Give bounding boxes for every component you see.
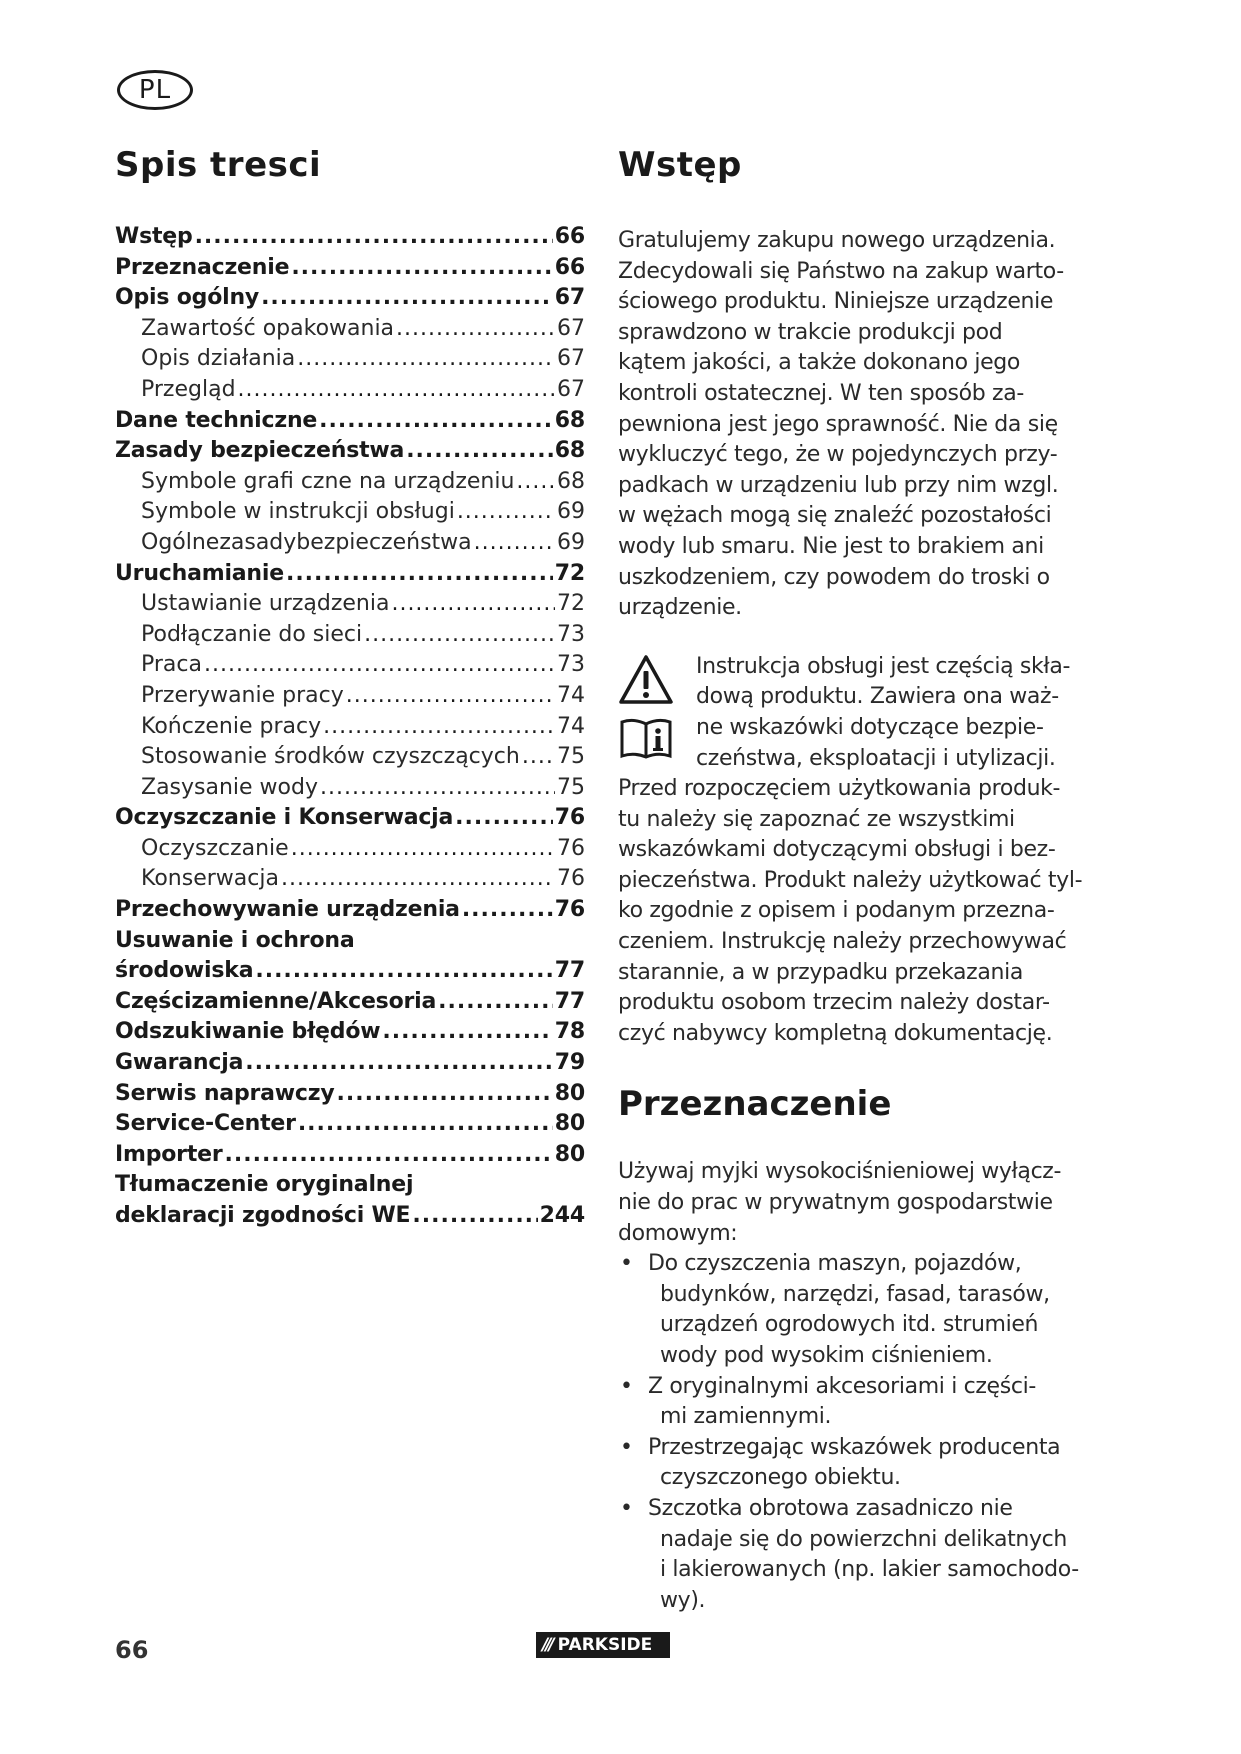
- toc-entry: [115, 773, 585, 804]
- toc-entry-title: Przegląd: [141, 376, 236, 402]
- toc-entry: [115, 620, 585, 651]
- bullet-dot: •: [620, 1373, 633, 1399]
- toc-entry: [115, 834, 585, 865]
- toc-entry-title: Usuwanie i ochrona: [115, 927, 355, 953]
- bullet-item: [618, 1249, 1098, 1371]
- text-line: dową produktu. Zawiera ona waż-: [696, 684, 1059, 710]
- bullet-line: czyszczonego obiektu.: [660, 1465, 901, 1491]
- toc-entry-page: 80: [554, 1141, 585, 1167]
- toc-entry-page: 76: [554, 897, 585, 923]
- toc-entry-page: 67: [557, 315, 585, 341]
- toc-entry-page: 69: [557, 529, 585, 555]
- toc-entry-title: Symbole w instrukcji obsługi: [141, 499, 455, 525]
- toc-leader-dots: [297, 344, 555, 375]
- toc-entry-page: 80: [554, 1080, 585, 1106]
- toc-entry-page: 79: [554, 1050, 585, 1076]
- toc-entry-page: 75: [557, 774, 585, 800]
- purpose-bullet-list: [618, 1249, 1098, 1616]
- bullet-line: i lakierowanych (np. lakier samochodo-: [660, 1557, 1079, 1583]
- toc-entry-title: Ogólnezasadybezpieczeństwa: [141, 529, 472, 555]
- table-of-contents: [115, 140, 585, 1232]
- warning-triangle-icon: [618, 654, 674, 706]
- text-line: urządzenie.: [618, 595, 742, 621]
- text-line: Instrukcja obsługi jest częścią skła-: [696, 653, 1071, 679]
- notice-indented-text: [618, 652, 1098, 774]
- toc-entry: [115, 803, 585, 834]
- toc-leader-dots: [522, 742, 555, 773]
- bullet-line: urządzeń ogrodowych itd. strumień: [660, 1312, 1039, 1338]
- toc-entry-page: 74: [557, 713, 585, 739]
- toc-entry-page: 67: [557, 346, 585, 372]
- toc-entry-title: Częścizamienne/Akcesoria: [115, 988, 437, 1014]
- toc-entry-page: 66: [554, 254, 585, 280]
- text-line: czeniem. Instrukcję należy przechowywać: [618, 929, 1067, 955]
- toc-leader-dots: [516, 467, 555, 498]
- toc-entry-page: 68: [554, 407, 585, 433]
- toc-entry-title: Tłumaczenie oryginalnej: [115, 1172, 414, 1198]
- toc-leader-dots: [245, 1048, 553, 1079]
- toc-leader-dots: [323, 712, 555, 743]
- toc-entry-title: Kończenie pracy: [141, 713, 322, 739]
- text-line: Gratulujemy zakupu nowego urządzenia.: [618, 228, 1056, 253]
- toc-leader-dots: [291, 253, 552, 284]
- text-line: ściowego produktu. Niniejsze urządzenie: [618, 289, 1054, 315]
- bullet-line: Przestrzegając wskazówek producenta: [648, 1434, 1061, 1460]
- toc-entry-page: 73: [557, 652, 585, 678]
- toc-entry-title: Dane techniczne: [115, 407, 318, 433]
- text-line: pewniona jest jego sprawność. Nie da się: [618, 411, 1058, 437]
- toc-entry-title: Wstęp: [115, 224, 193, 249]
- text-line: w wężach mogą się znaleźć pozostałości: [618, 503, 1052, 529]
- bullet-dot: •: [620, 1495, 633, 1521]
- intro-paragraph: [618, 226, 1098, 624]
- toc-leader-dots: [396, 314, 555, 345]
- text-line: czyć nabywcy kompletną dokumentację.: [618, 1020, 1053, 1046]
- bullet-item: [618, 1494, 1098, 1616]
- toc-entry-page: 67: [554, 285, 585, 311]
- bullet-line: wody pod wysokim ciśnieniem.: [660, 1343, 993, 1368]
- toc-entry: [115, 589, 585, 620]
- toc-entry: [115, 559, 585, 590]
- bullet-line: mi zamiennymi.: [660, 1404, 832, 1430]
- toc-entry-title: Symbole grafi czne na urządzeniu: [141, 468, 515, 494]
- logo-text: PARKSIDE: [557, 1635, 653, 1655]
- toc-leader-dots: [455, 803, 553, 834]
- bullet-line: wy).: [660, 1587, 706, 1613]
- toc-leader-dots: [346, 681, 555, 712]
- toc-entry-page: 68: [557, 468, 585, 494]
- text-line: Używaj myjki wysokociśnieniowej wyłącz-: [618, 1159, 1062, 1185]
- toc-entry: [115, 283, 585, 314]
- text-line: czeństwa, eksploatacji i utylizacji.: [696, 745, 1056, 771]
- toc-entry: [115, 987, 585, 1018]
- toc-leader-dots: [238, 375, 555, 406]
- toc-entry-title: Gwarancja: [115, 1050, 244, 1076]
- toc-entry: [115, 956, 585, 987]
- toc-entry: [115, 1201, 585, 1232]
- toc-entry: [115, 681, 585, 712]
- toc-entry: [115, 314, 585, 345]
- bullet-line: budynków, narzędzi, fasad, tarasów,: [660, 1281, 1050, 1307]
- bullet-item: [618, 1372, 1098, 1433]
- toc-entry-title: Przerywanie pracy: [141, 682, 344, 708]
- toc-entry: [115, 1140, 585, 1171]
- text-line: padkach w urządzeniu lub przy nim wzgl.: [618, 472, 1059, 498]
- toc-entry-title: Uruchamianie: [115, 560, 284, 586]
- toc-entry-title: Serwis naprawczy: [115, 1080, 335, 1106]
- toc-entry: [115, 344, 585, 375]
- toc-entry: [115, 406, 585, 437]
- toc-leader-dots: [319, 406, 553, 437]
- toc-entry-page: 78: [554, 1019, 585, 1045]
- text-line: Zdecydowali się Państwo na zakup warto-: [618, 258, 1064, 284]
- toc-entry-page: 72: [554, 560, 585, 586]
- text-line: pieczeństwa. Produkt należy użytkować tyl-: [618, 867, 1083, 893]
- toc-leader-dots: [298, 1109, 553, 1140]
- toc-leader-dots: [286, 559, 553, 590]
- toc-leader-dots: [391, 589, 555, 620]
- toc-entry: [115, 1079, 585, 1110]
- toc-entry: [115, 650, 585, 681]
- parkside-logo: [536, 1632, 670, 1658]
- toc-entry-title: Stosowanie środków czyszczących: [141, 744, 520, 770]
- toc-leader-dots: [204, 650, 555, 681]
- text-line: starannie, a w przypadku przekazania: [618, 959, 1023, 985]
- toc-entry-page: 244: [539, 1203, 585, 1228]
- toc-entry: [115, 895, 585, 926]
- toc-leader-dots: [382, 1017, 552, 1048]
- toc-entry: [115, 222, 585, 253]
- toc-entry: [115, 497, 585, 528]
- bullet-item: [618, 1433, 1098, 1494]
- toc-entry-page: 68: [554, 438, 585, 464]
- toc-entry: [115, 528, 585, 559]
- toc-entry: [115, 253, 585, 284]
- toc-entry-title: Oczyszczanie: [141, 835, 289, 861]
- toc-entry: [115, 436, 585, 467]
- toc-leader-dots: [320, 773, 555, 804]
- toc-list: [115, 222, 585, 1232]
- purpose-paragraph: [618, 1157, 1098, 1249]
- text-line: tu należy się zapoznać ze wszystkimi: [618, 806, 1015, 832]
- text-line: kontroli ostatecznej. W ten sposób za-: [618, 380, 1024, 406]
- toc-leader-dots: [195, 222, 553, 253]
- toc-entry-page: 66: [554, 224, 585, 249]
- purpose-heading: Przeznaczenie: [618, 1084, 892, 1125]
- text-line: Przed rozpoczęciem użytkowania produk-: [618, 776, 1061, 802]
- read-manual-book-icon: [618, 716, 674, 760]
- text-line: produktu osobom trzecim należy dostar-: [618, 990, 1050, 1016]
- toc-entry-title: deklaracji zgodności WE: [115, 1203, 411, 1228]
- toc-leader-dots: [364, 620, 555, 651]
- notice-text: [618, 774, 1098, 1049]
- toc-entry: [115, 742, 585, 773]
- bullet-line: Szczotka obrotowa zasadniczo nie: [648, 1495, 1013, 1521]
- toc-entry-title: Opis działania: [141, 346, 296, 372]
- toc-entry-page: 76: [557, 866, 585, 892]
- toc-entry: [115, 712, 585, 743]
- manual-notice: [618, 652, 1098, 1050]
- toc-leader-dots: [291, 834, 555, 865]
- toc-entry-title: Zasady bezpieczeństwa: [115, 438, 405, 464]
- page-number: 66: [115, 1636, 149, 1664]
- text-line: sprawdzono w trakcie produkcji pod: [618, 319, 1003, 345]
- toc-entry-page: 69: [557, 499, 585, 525]
- main-content: [618, 140, 1098, 1616]
- toc-entry-page: 73: [557, 621, 585, 647]
- toc-entry-page: 77: [554, 988, 585, 1014]
- toc-entry-page: 76: [554, 805, 585, 831]
- toc-title: Spis tresci: [115, 145, 322, 185]
- toc-entry-title: Praca: [141, 652, 202, 678]
- toc-entry-page: 75: [557, 744, 585, 770]
- toc-leader-dots: [462, 895, 553, 926]
- notice-icons: [618, 654, 674, 764]
- text-line: ko zgodnie z opisem i podanym przezna-: [618, 898, 1055, 924]
- toc-entry-page: 76: [557, 835, 585, 861]
- toc-entry: [115, 1170, 585, 1201]
- toc-entry-title: Konserwacja: [141, 866, 279, 892]
- text-line: wody lub smaru. Nie jest to brakiem ani: [618, 533, 1044, 559]
- toc-entry: [115, 467, 585, 498]
- language-badge: PL: [117, 70, 193, 110]
- text-line: uszkodzeniem, czy powodem do troski o: [618, 564, 1050, 590]
- toc-entry-title: Oczyszczanie i Konserwacja: [115, 805, 454, 831]
- toc-entry-page: 80: [554, 1111, 585, 1137]
- toc-entry: [115, 1048, 585, 1079]
- toc-entry-title: Przechowywanie urządzenia: [115, 897, 460, 923]
- toc-leader-dots: [337, 1079, 553, 1110]
- bullet-dot: •: [620, 1434, 633, 1460]
- toc-entry: [115, 926, 585, 957]
- text-line: domowym:: [618, 1220, 738, 1246]
- bullet-dot: •: [620, 1251, 633, 1277]
- toc-entry-title: Przeznaczenie: [115, 254, 290, 280]
- toc-entry-title: Odszukiwanie błędów: [115, 1019, 381, 1045]
- toc-entry-title: środowiska: [115, 958, 254, 984]
- toc-entry-title: Service-Center: [115, 1111, 296, 1137]
- toc-entry-page: 67: [557, 376, 585, 402]
- toc-entry-title: Zawartość opakowania: [141, 315, 395, 341]
- toc-leader-dots: [281, 864, 555, 895]
- bullet-line: Z oryginalnymi akcesoriami i części-: [648, 1373, 1036, 1399]
- toc-leader-dots: [438, 987, 553, 1018]
- toc-leader-dots: [225, 1140, 553, 1171]
- bullet-line: Do czyszczenia maszyn, pojazdów,: [648, 1251, 1022, 1277]
- toc-entry: [115, 1017, 585, 1048]
- text-line: nie do prac w prywatnym gospodarstwie: [618, 1190, 1053, 1216]
- toc-entry-title: Ustawianie urządzenia: [141, 591, 390, 617]
- toc-leader-dots: [255, 956, 552, 987]
- logo-slashes: ///: [542, 1635, 552, 1655]
- toc-leader-dots: [474, 528, 555, 559]
- toc-entry: [115, 864, 585, 895]
- text-line: kątem jakości, a także dokonano jego: [618, 350, 1021, 376]
- toc-entry-title: Opis ogólny: [115, 285, 260, 311]
- toc-entry-page: 74: [557, 682, 585, 708]
- intro-heading: Wstęp: [618, 145, 742, 185]
- toc-leader-dots: [406, 436, 553, 467]
- toc-leader-dots: [457, 497, 555, 528]
- bullet-line: nadaje się do powierzchni delikatnych: [660, 1526, 1068, 1552]
- toc-entry-title: Podłączanie do sieci: [141, 621, 363, 647]
- toc-leader-dots: [261, 283, 553, 314]
- toc-entry-title: Importer: [115, 1141, 223, 1167]
- toc-leader-dots: [412, 1201, 537, 1232]
- text-line: wskazówkami dotyczącymi obsługi i bez-: [618, 837, 1056, 863]
- text-line: wykluczyć tego, że w pojedynczych przy-: [618, 442, 1058, 468]
- toc-entry-page: 72: [557, 591, 585, 617]
- toc-entry-page: 77: [554, 958, 585, 984]
- toc-entry-title: Zasysanie wody: [141, 774, 318, 800]
- toc-entry: [115, 1109, 585, 1140]
- text-line: ne wskazówki dotyczące bezpie-: [696, 714, 1044, 740]
- toc-entry: [115, 375, 585, 406]
